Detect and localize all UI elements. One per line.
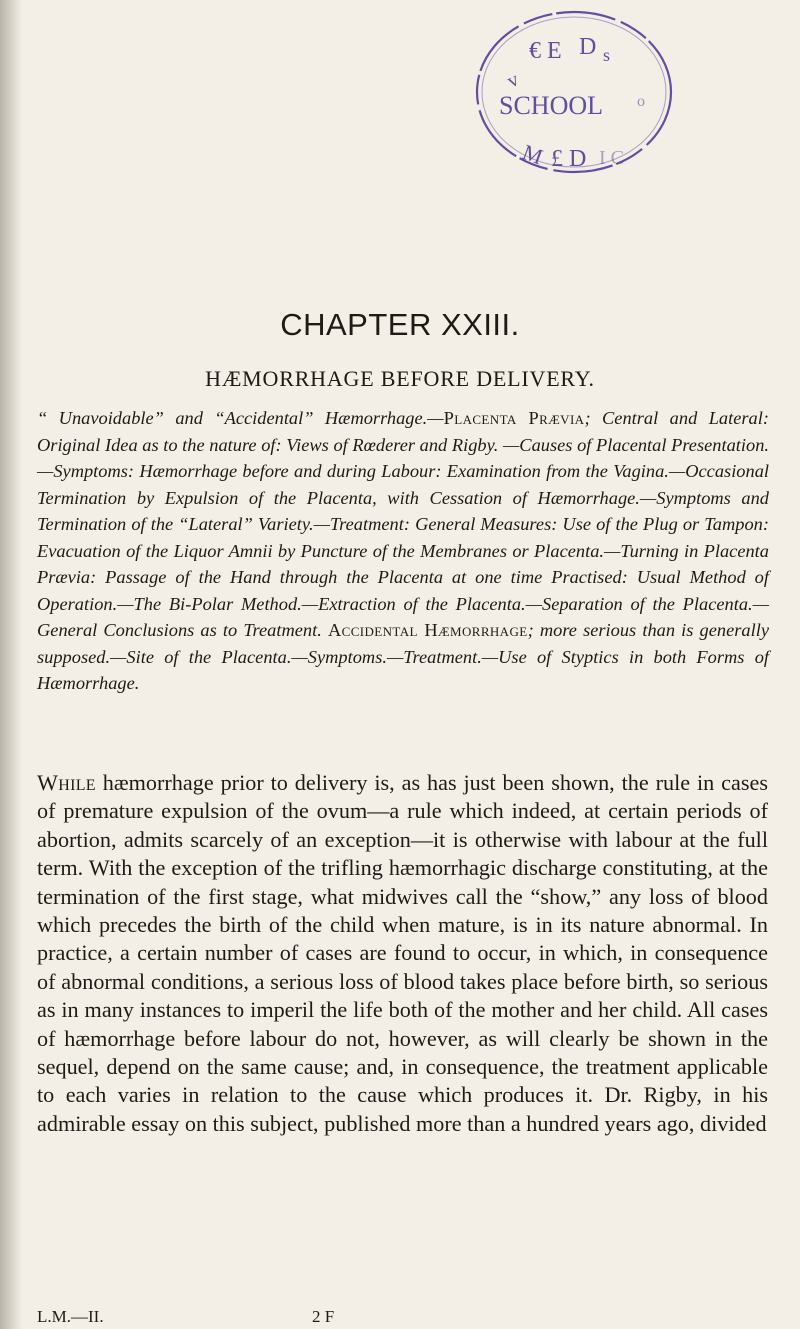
synopsis-part: “ Unavoidable” and “Accidental” Hæmorrhage.—: [37, 408, 444, 428]
chapter-synopsis: [37, 405, 769, 697]
library-stamp-graphic: [469, 6, 679, 178]
svg-text:s: s: [603, 45, 611, 65]
synopsis-heading-accidental: Accidental Hæmorrhage: [327, 620, 528, 640]
svg-text:D: D: [579, 34, 597, 60]
svg-text:€ E: € E: [529, 38, 562, 64]
body-paragraph: [37, 769, 768, 1138]
signature-mark: L.M.—II.: [37, 1307, 104, 1326]
chapter-title: CHAPTER XXIII.: [280, 307, 520, 342]
svg-text:v: v: [503, 68, 523, 93]
synopsis-heading-placenta-praevia: Placenta Prævia: [443, 408, 585, 428]
svg-text:£ D: £ D: [551, 146, 587, 172]
svg-text:o: o: [637, 93, 645, 110]
svg-text:I C: I C: [599, 147, 624, 169]
library-stamp: [469, 6, 679, 178]
svg-text:M: M: [519, 139, 547, 170]
synopsis-part: ; more serious than is generally supposed.—Site of the Placenta.—Symptoms.—Treatment.—Use of Styptics in both Forms of Hæmorrhage.: [37, 620, 769, 693]
chapter-subject: HÆMORRHAGE BEFORE DELIVERY.: [205, 366, 595, 391]
paragraph-text: hæmorrhage prior to delivery is, as has just been shown, the rule in cases of premature expulsion of the ovum—a rule which indeed, at certain periods of abortion, admits scarcely of an exception—it is otherwise with labour at the full term. With the exception of the trifling hæmorrhagic discharge constituting, at the termination of the first stage, what midwives call the “show,” any loss of blood which precedes the birth of the child when mature, is in its nature abnormal. In practice, a certain number of cases are found to occur, in which, in consequence of abnormal conditions, a serious loss of blood takes place before birth, so serious as in many instances to imperil the life both of the mother and her child. All cases of hæmorrhage before labour do not, however, as will clearly be shown in the sequel, depend on the same cause; and, in consequence, the treatment applicable to each varies in relation to the cause which produces it. Dr. Rigby, in his admirable essay on this subject, published more than a hundred years ago, divided: [37, 770, 768, 1136]
page-footer: [37, 1307, 497, 1327]
synopsis-part: ; Central and Lateral: Original Idea as to the nature of: Views of Rœderer and Rigby. —Causes of Placental Presentation.—Symptoms: Hæmorrhage before and during Labour: Examination from the Vagina.—Occasional Termination by Expulsion of the Placenta, with Cessation of Hæmorrhage.—Symptoms and Termination of the “Lateral” Variety.—Treatment: General Measures: Use of the Plug or Tampon: Evacuation of the Liquor Amnii by Puncture of the Membranes or Placenta.—Turning in Placenta Prævia: Passage of the Hand through the Placenta at one time Practised: Usual Method of Operation.—The Bi-Polar Method.—Extraction of the Placenta.—Separation of the Placenta.— General Conclusions as to Treatment.: [37, 408, 769, 640]
binding-shadow: [0, 0, 22, 1329]
sheet-mark: 2 F: [312, 1307, 335, 1326]
paragraph-lead-word: While: [37, 770, 96, 795]
svg-text:SCHOOL: SCHOOL: [499, 91, 604, 120]
